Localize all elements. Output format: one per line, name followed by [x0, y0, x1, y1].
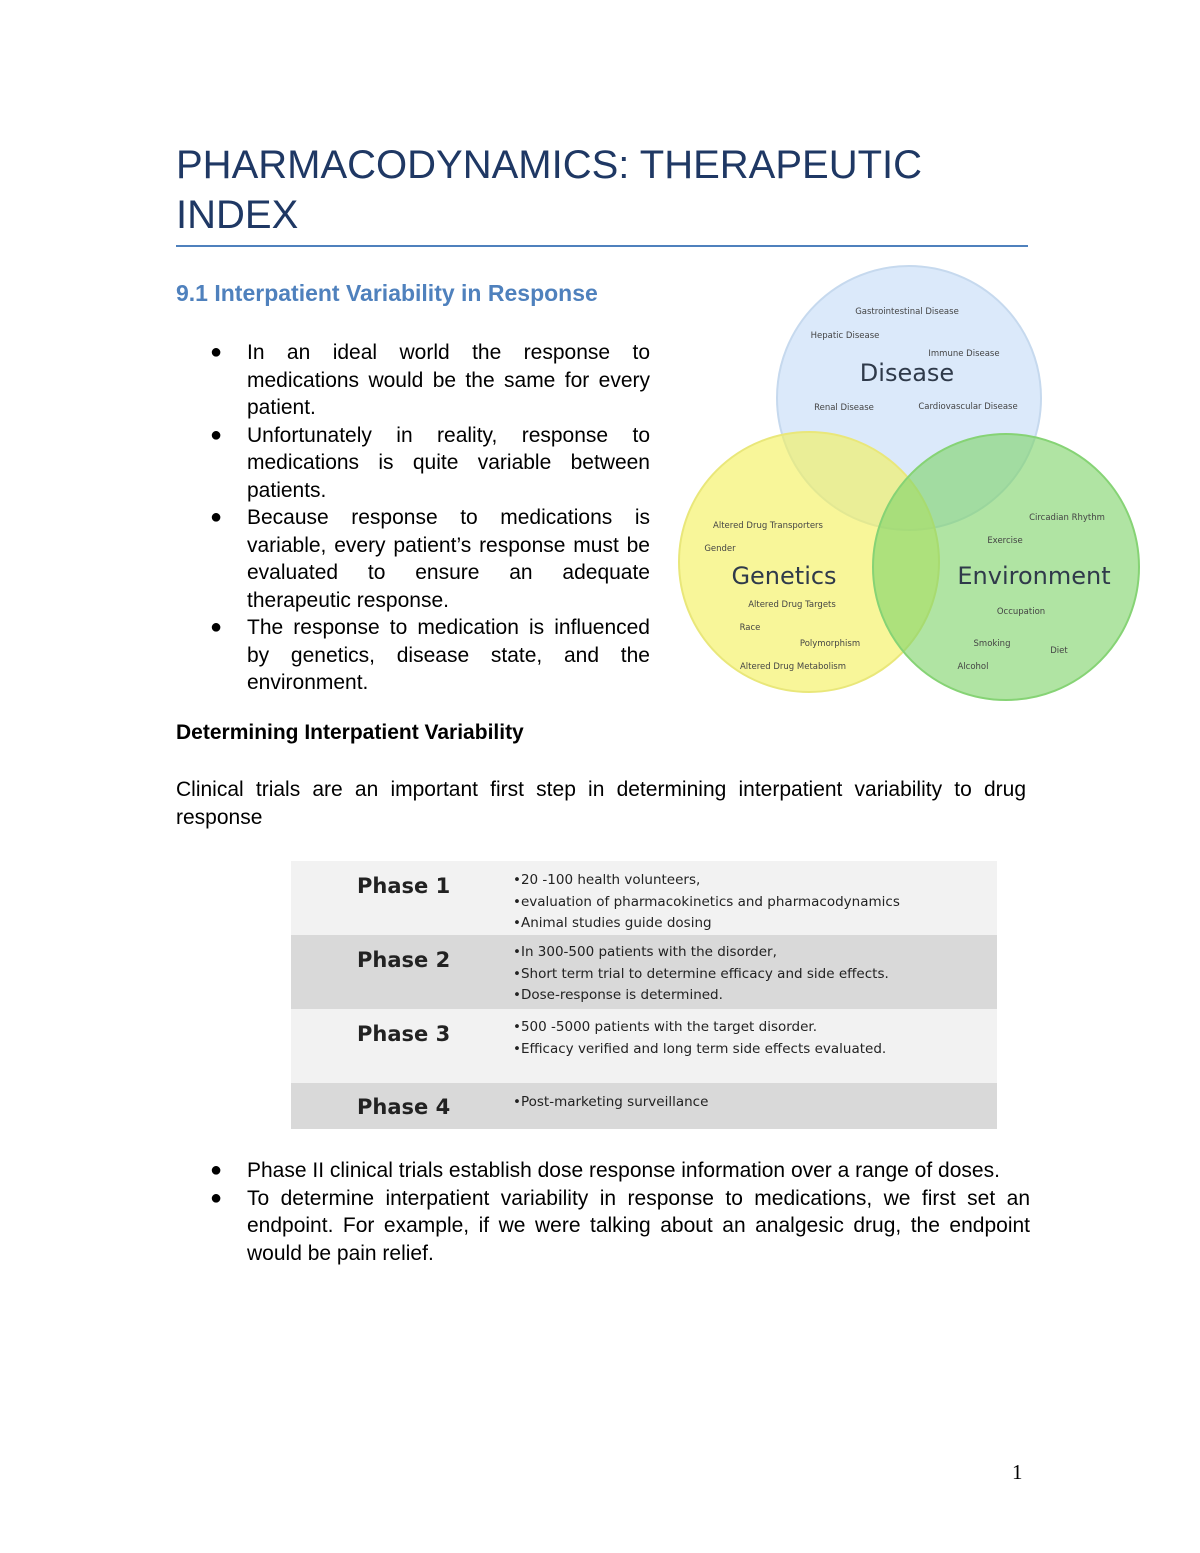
phase-row-1	[291, 861, 997, 935]
venn-item: Hepatic Disease	[810, 331, 880, 341]
title-divider	[176, 245, 1028, 247]
phase-item: •In 300-500 patients with the disorder,	[513, 944, 777, 960]
bullet-icon: ●	[210, 341, 223, 363]
list-item: ● Because response to medications is variable, every patient’s response must be evaluated to ensure an adequate therapeutic response.	[210, 506, 650, 612]
phase-item: •Post-marketing surveillance	[513, 1094, 709, 1110]
page-number: 1	[1012, 1460, 1023, 1484]
phase-name: Phase 3	[357, 1022, 451, 1046]
venn-item: Renal Disease	[814, 403, 874, 413]
venn-item: Polymorphism	[799, 639, 861, 649]
closing-bullet-list	[210, 1157, 1030, 1267]
venn-item: Alcohol	[957, 662, 989, 672]
section-heading: 9.1 Interpatient Variability in Response	[176, 280, 598, 306]
venn-item: Race	[739, 623, 761, 633]
phase-item: •Short term trial to determine efficacy and side effects.	[513, 965, 889, 982]
bullet-icon: ●	[210, 1159, 223, 1181]
phase-item: •Animal studies guide dosing	[513, 915, 712, 931]
bullet-icon: ●	[210, 616, 223, 638]
list-item: ● To determine interpatient variability in response to medications, we first set an endpoint. For example, if we were talking about an analgesic drug, the endpoint would be pain relief.	[210, 1186, 1030, 1265]
list-item: ● In an ideal world the response to medications would be the same for every patient.	[210, 341, 650, 419]
subheading: Determining Interpatient Variability	[176, 721, 524, 744]
bullet-icon: ●	[210, 1186, 223, 1209]
phase-name: Phase 1	[357, 874, 451, 898]
phase-item: •evaluation of pharmacokinetics and pharmacodynamics	[513, 893, 900, 910]
environment-label: Environment	[957, 562, 1111, 590]
list-item: ● Phase II clinical trials establish dose response information over a range of doses.	[210, 1157, 1030, 1185]
body-paragraph: Clinical trials are an important first step in determining interpatient variability to drug response	[176, 778, 1026, 829]
venn-item: Immune Disease	[928, 349, 1000, 359]
phase-item: •20 -100 health volunteers,	[513, 872, 701, 888]
bullet-icon: ●	[210, 506, 223, 528]
phase-row-4	[291, 1083, 997, 1129]
venn-item: Gender	[704, 544, 736, 554]
page-title: PHARMACODYNAMICS: THERAPEUTIC INDEX	[176, 143, 923, 237]
phase-name: Phase 2	[357, 948, 451, 972]
venn-item: Altered Drug Transporters	[713, 521, 823, 531]
phase-name: Phase 4	[357, 1095, 451, 1119]
phase-row-3	[291, 1009, 997, 1083]
list-item: ● Unfortunately in reality, response to medications is quite variable between patients.	[210, 423, 650, 502]
venn-item: Diet	[1050, 646, 1068, 656]
venn-item: Exercise	[987, 536, 1023, 546]
venn-item: Altered Drug Metabolism	[739, 662, 847, 672]
phase-item: •500 -5000 patients with the target disorder.	[513, 1019, 818, 1035]
venn-item: Occupation	[996, 607, 1046, 617]
clinical-trial-phases-table	[291, 861, 997, 1129]
venn-item: Circadian Rhythm	[1029, 513, 1105, 523]
genetics-label: Genetics	[731, 562, 837, 590]
venn-item: Altered Drug Targets	[748, 600, 836, 610]
venn-item: Gastrointestinal Disease	[855, 307, 959, 317]
phase-row-2	[291, 935, 997, 1009]
disease-label: Disease	[859, 359, 955, 387]
venn-item: Cardiovascular Disease	[918, 402, 1018, 412]
phase-item: •Efficacy verified and long term side effects evaluated.	[513, 1040, 887, 1057]
venn-item: Smoking	[973, 639, 1011, 649]
intro-bullet-list	[210, 339, 650, 697]
phase-item: •Dose-response is determined.	[513, 987, 723, 1003]
bullet-icon: ●	[210, 423, 223, 446]
venn-diagram	[672, 262, 1142, 704]
list-item: ● The response to medication is influenced by genetics, disease state, and the environment.	[210, 616, 650, 694]
